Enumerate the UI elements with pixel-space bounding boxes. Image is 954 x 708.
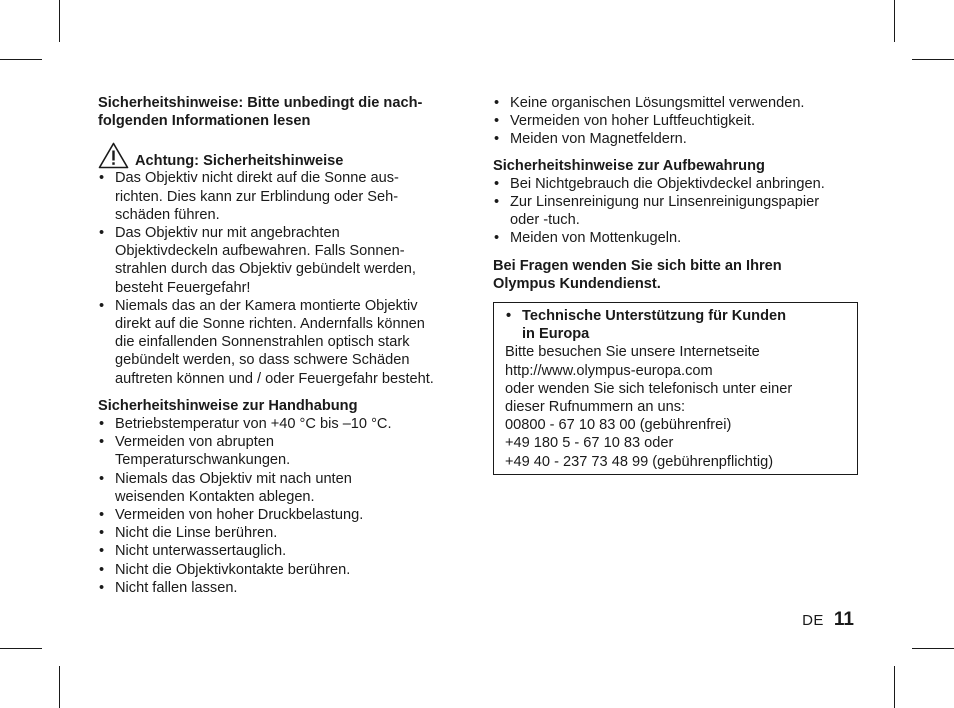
list-item-line: Temperaturschwankungen. — [115, 452, 291, 469]
crop-mark — [912, 59, 954, 60]
warning-list — [98, 169, 458, 387]
support-box — [493, 302, 858, 475]
list-item-line: schäden führen. — [115, 206, 220, 223]
list-item-line: Das Objektiv nicht direkt auf die Sonne aus- — [115, 170, 399, 187]
bullet: • — [506, 308, 512, 325]
list-item — [493, 229, 858, 247]
support-phone-line: +49 40 - 237 73 48 99 (gebührenpflichtig) — [505, 453, 774, 470]
list-item — [98, 561, 458, 579]
list-item-line: richten. Dies kann zur Erblindung oder Seh- — [115, 188, 399, 205]
bullet: • — [494, 194, 500, 211]
list-item-line: die einfallenden Sonnenstrahlen optisch stark — [115, 334, 410, 351]
list-item-line: Vermeiden von hoher Druckbelastung. — [115, 507, 364, 524]
list-item — [98, 506, 458, 524]
heading-line: Sicherheitshinweise: Bitte unbedingt die nach- — [98, 95, 423, 111]
bullet: • — [99, 434, 105, 451]
list-item — [98, 542, 458, 560]
crop-mark — [59, 666, 60, 708]
list-item-line: besteht Feuergefahr! — [115, 279, 251, 296]
bullet: • — [494, 131, 500, 148]
support-box-line: dieser Rufnummern an uns: — [505, 399, 686, 416]
list-item-line: Vermeiden von hoher Luftfeuchtigkeit. — [510, 113, 756, 130]
heading-line: Olympus Kundendienst. — [493, 275, 661, 292]
intro-heading — [98, 94, 458, 130]
bullet: • — [99, 470, 105, 487]
heading-line: Bei Fragen wenden Sie sich bitte an Ihren — [493, 257, 782, 274]
list-item — [98, 524, 458, 542]
bullet: • — [99, 543, 105, 560]
list-item-line: Niemals das an der Kamera montierte Objektiv — [115, 297, 418, 314]
support-box-title-line: in Europa — [522, 326, 590, 343]
list-item-line: Niemals das Objektiv mit nach unten — [115, 470, 352, 487]
crop-mark — [894, 0, 895, 42]
support-phone-line: +49 180 5 - 67 10 83 oder — [505, 435, 674, 452]
bullet: • — [494, 230, 500, 247]
list-item — [493, 112, 858, 130]
support-box-line: oder wenden Sie sich telefonisch unter einer — [505, 380, 793, 397]
support-phone-line: 00800 - 67 10 83 00 (gebührenfrei) — [505, 417, 732, 434]
list-item-line: weisenden Kontakten ablegen. — [115, 488, 315, 505]
crop-mark — [59, 0, 60, 42]
list-item-line: direkt auf die Sonne richten. Andernfalls können — [115, 316, 425, 333]
bullet: • — [494, 113, 500, 130]
list-item-line: Objektivdeckeln aufbewahren. Falls Sonnen- — [115, 243, 405, 260]
list-item-line: Bei Nichtgebrauch die Objektivdeckel anbringen. — [510, 175, 825, 192]
right-column — [493, 94, 858, 475]
heading-line: folgenden Informationen lesen — [98, 113, 311, 130]
list-item-line: Zur Linsenreinigung nur Linsenreinigungspapier — [510, 194, 820, 211]
crop-mark — [0, 59, 42, 60]
crop-mark — [894, 666, 895, 708]
language-code: DE — [802, 612, 824, 629]
list-item-line: Nicht die Objektivkontakte berühren. — [115, 561, 351, 578]
list-item — [493, 193, 858, 229]
support-box-title — [505, 307, 846, 343]
support-box-line: Bitte besuchen Sie unsere Internetseite — [505, 344, 760, 361]
bullet: • — [99, 525, 105, 542]
crop-mark — [0, 648, 42, 649]
support-box-url: http://www.olympus-europa.com — [505, 362, 713, 379]
list-item-line: Meiden von Mottenkugeln. — [510, 230, 682, 247]
list-item — [98, 579, 458, 597]
list-item — [98, 415, 458, 433]
list-item-line: oder -tuch. — [510, 212, 580, 229]
list-item-line: strahlen durch das Objektiv gebündelt werden, — [115, 261, 416, 278]
support-box-title-list — [505, 307, 846, 343]
left-column — [98, 94, 458, 597]
list-item-line: Nicht fallen lassen. — [115, 579, 238, 596]
support-box-title-line: Technische Unterstützung für Kunden — [522, 308, 787, 325]
list-item-line: Keine organischen Lösungsmittel verwenden. — [510, 95, 805, 111]
warning-triangle-icon — [98, 142, 129, 169]
list-item-line: Meiden von Magnetfeldern. — [510, 131, 687, 148]
list-item-line: Das Objektiv nur mit angebrachten — [115, 225, 340, 242]
list-item — [98, 433, 458, 469]
support-heading — [493, 257, 858, 293]
list-item — [98, 169, 458, 224]
list-item-line: Nicht die Linse berühren. — [115, 525, 278, 542]
list-item — [493, 130, 858, 148]
list-item — [98, 224, 458, 297]
list-item-line: gebündelt werden, so dass schwere Schäden — [115, 352, 410, 369]
list-item — [98, 297, 458, 388]
bullet: • — [99, 416, 105, 433]
bullet: • — [494, 95, 500, 111]
bullet: • — [99, 170, 105, 187]
storage-list — [493, 175, 858, 248]
warning-heading-row — [98, 142, 458, 169]
list-item-line: Vermeiden von abrupten — [115, 434, 275, 451]
bullet: • — [99, 507, 105, 524]
warning-heading: Achtung: Sicherheitshinweise — [135, 153, 344, 170]
page-footer — [802, 611, 854, 630]
handling-list-continued — [493, 94, 858, 149]
bullet: • — [99, 225, 105, 242]
list-item — [493, 94, 858, 112]
page-number: 11 — [833, 609, 854, 630]
bullet: • — [99, 561, 105, 578]
bullet: • — [99, 297, 105, 314]
bullet: • — [99, 579, 105, 596]
list-item-line: Betriebstemperatur von +40 °C bis –10 °C. — [115, 416, 392, 433]
list-item-line: Nicht unterwassertauglich. — [115, 543, 287, 560]
list-item — [493, 175, 858, 193]
crop-mark — [912, 648, 954, 649]
list-item — [98, 470, 458, 506]
storage-heading: Sicherheitshinweise zur Aufbewahrung — [493, 157, 765, 174]
list-item-line: auftreten können und / oder Feuergefahr besteht. — [115, 370, 434, 387]
handling-heading: Sicherheitshinweise zur Handhabung — [98, 397, 358, 414]
handling-list — [98, 415, 458, 597]
bullet: • — [494, 175, 500, 192]
